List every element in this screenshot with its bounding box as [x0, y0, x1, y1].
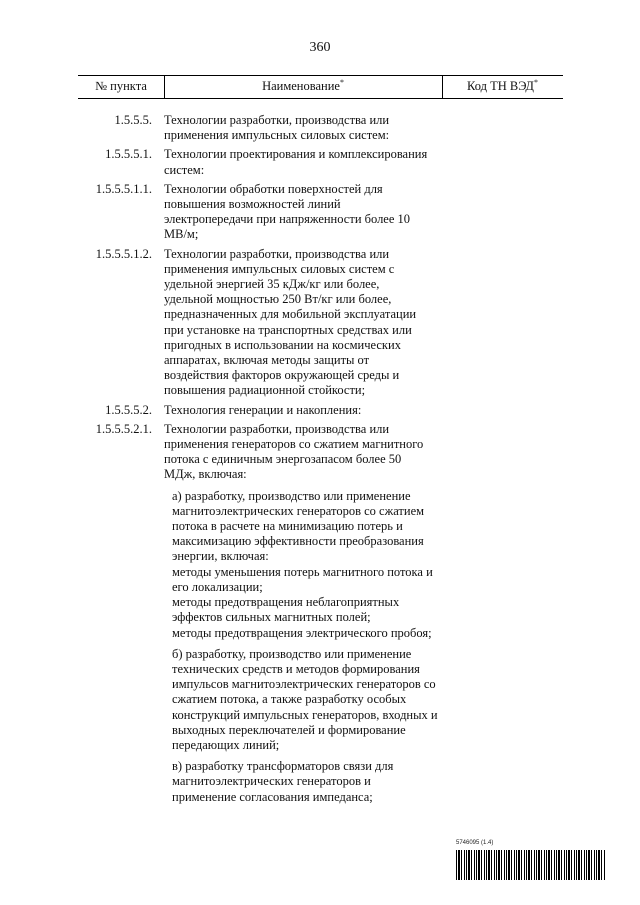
- table-row: [78, 147, 563, 177]
- sub-paragraph-c: в) разработку трансформаторов связи для магнитоэлектрических генераторов и применение согласования импеданса;: [172, 759, 394, 804]
- table-row: [78, 403, 563, 418]
- table-header: [78, 75, 563, 99]
- barcode-label: 5746095 (1.4): [456, 840, 494, 846]
- page-number: 360: [309, 40, 331, 55]
- footnote-asterisk: *: [339, 77, 344, 87]
- item-text: Технологии обработки поверхностей для повышения возможностей линий электропередачи при напряженности более 10 МВ/м;: [164, 181, 411, 242]
- item-text: Технология генерации и накопления:: [164, 402, 362, 417]
- document-body: [78, 113, 563, 811]
- item-number: 1.5.5.5.2.: [105, 402, 152, 417]
- table-row: [78, 247, 563, 399]
- item-number: 1.5.5.5.1.: [105, 147, 152, 162]
- item-text: Технологии разработки, производства или применения генераторов со сжатием магнитного потока с единичным энергозапасом более 50 МДж, включая:: [164, 421, 424, 482]
- item-text: Технологии проектирования и комплексирования систем:: [164, 147, 428, 177]
- sub-paragraph-a: а) разработку, производство или применение магнитоэлектрических генераторов со сжатием потока в расчете на минимизацию потерь и максимизацию эффективности преобразования энергии, включая: методы уменьшения потерь магнитного потока и его локализации; методы предотвращения неблагоприятных эффектов сильных магнитных полей; методы предотвращения электрического пробоя;: [172, 488, 433, 640]
- item-text: Технологии разработки, производства или применения импульсных силовых систем:: [164, 113, 390, 143]
- item-number: 1.5.5.5.: [114, 113, 152, 127]
- header-number-column: № пункта: [95, 79, 147, 93]
- footnote-asterisk: *: [533, 77, 538, 87]
- item-number: 1.5.5.5.2.1.: [95, 421, 152, 436]
- table-row: [78, 113, 563, 143]
- header-name-column: Наименование*: [262, 77, 344, 93]
- table-row: [78, 182, 563, 243]
- item-text: Технологии разработки, производства или применения импульсных силовых систем с удельной энергией 35 кДж/кг или более, удельной мощностью 250 Вт/кг или более, предназначенных для мобильной эксплуатации при установке на транспортных средствах или пригодных в использовании на космических аппаратах, включая методы защиты от воздействия факторов окружающей среды и повышения радиационной стойкости;: [164, 246, 417, 398]
- item-number: 1.5.5.5.1.1.: [95, 181, 152, 196]
- table-row: [78, 422, 563, 483]
- header-code-column: Код ТН ВЭД*: [467, 77, 538, 93]
- barcode-block: [456, 840, 606, 885]
- barcode-image: [456, 850, 606, 880]
- sub-paragraph-b: б) разработку, производство или применение технических средств и методов формирования импульсов магнитоэлектрических генераторов со сжатием потока, а также разработку особых конструкций импульсных генераторов, входных и выходных переключателей и формирование передающих линий;: [172, 646, 438, 752]
- item-number: 1.5.5.5.1.2.: [95, 246, 152, 261]
